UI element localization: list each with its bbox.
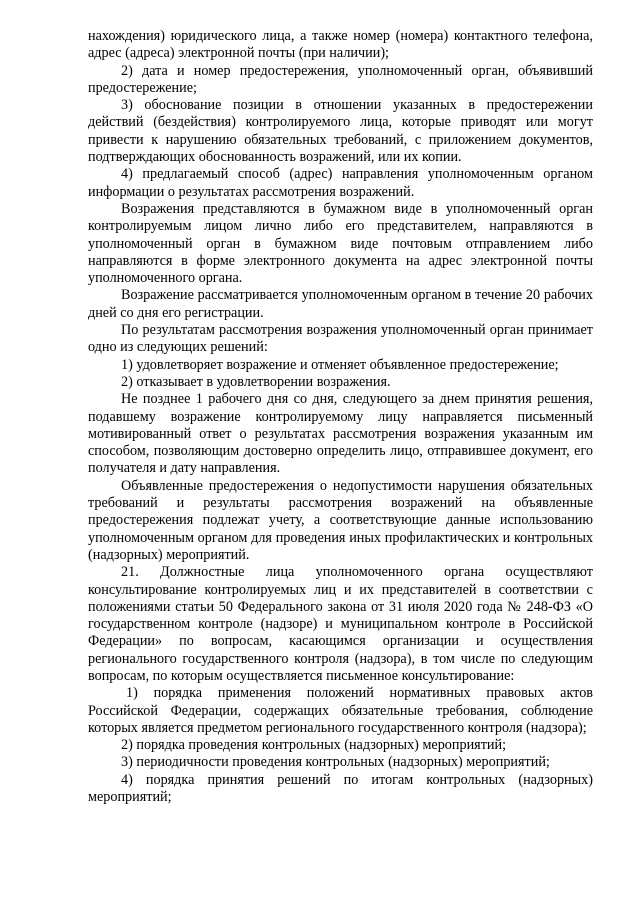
- document-body: [88, 28, 593, 806]
- paragraph-consult-1: 1) порядка применения положений нормативных правовых актов Российской Федерации, содержащих обязательные требования, соблюдение которых является предметом регионального государственного контроля (надзора);: [88, 685, 593, 736]
- paragraph-consult-4: 4) порядка принятия решений по итогам контрольных (надзорных) мероприятий;: [88, 771, 593, 806]
- paragraph-decision-2: 2) отказывает в удовлетворении возражения.: [121, 373, 391, 390]
- paragraph-accounting: Объявленные предостережения о недопустимости нарушения обязательных требований и результаты рассмотрения возражений на объявленные предостережения подлежат учету, а соответствующие данные использованию уполномоченным органом для проведения иных профилактических и контрольных (надзорных) мероприятий.: [88, 477, 593, 563]
- paragraph-continuation: нахождения) юридического лица, а также номер (номера) контактного телефона, адрес (адреса) электронной почты (при наличии);: [88, 28, 593, 62]
- paragraph-response: Не позднее 1 рабочего дня со дня, следующего за днем принятия решения, подавшему возражение контролируемому лицу направляется письменный мотивированный ответ о результатах рассмотрения возражения указанным им способом, позволяющим достоверно определить лицо, отправившее документ, его получателя и дату направления.: [88, 391, 593, 477]
- paragraph-consult-2: 2) порядка проведения контрольных (надзорных) мероприятий;: [121, 737, 507, 754]
- paragraph-consult-3: 3) периодичности проведения контрольных (надзорных) мероприятий;: [121, 754, 550, 771]
- paragraph-submission: Возражения представляются в бумажном виде в уполномоченный орган контролируемым лицом лично либо его представителем, направляются в уполномоченный орган в бумажном виде почтовым отправлением либо направляются в форме электронного документа на адрес электронной почты уполномоченного органа.: [88, 200, 593, 287]
- paragraph-review-period: Возражение рассматривается уполномоченным органом в течение 20 рабочих дней со дня его регистрации.: [88, 287, 593, 321]
- paragraph-item-4: 4) предлагаемый способ (адрес) направления уполномоченным органом информации о результатах рассмотрения возражений.: [88, 166, 593, 200]
- paragraph-item-2: 2) дата и номер предостережения, уполномоченный орган, объявивший предостережение;: [88, 62, 593, 96]
- paragraph-item-3: 3) обоснование позиции в отношении указанных в предостережении действий (бездействия) контролируемого лица, которые приводят или могут привести к нарушению обязательных требований, с приложением документов, подтверждающих обоснованность возражений, или их копии.: [88, 97, 593, 166]
- paragraph-decision-1: 1) удовлетворяет возражение и отменяет объявленное предостережение;: [121, 356, 559, 373]
- paragraph-decisions: По результатам рассмотрения возражения уполномоченный орган принимает одно из следующих решений:: [88, 322, 593, 356]
- paragraph-section-21: 21. Должностные лица уполномоченного органа осуществляют консультирование контролируемых лиц и их представителей в соответствии с положениями статьи 50 Федерального закона от 31 июля 2020 года № 248-ФЗ «О государственном контроле (надзоре) и муниципальном контроле в Российской Федерации» по вопросам, касающимся организации и осуществления регионального государственного контроля (надзора), в том числе по следующим вопросам, по которым осуществляется письменное консультирование:: [88, 564, 593, 684]
